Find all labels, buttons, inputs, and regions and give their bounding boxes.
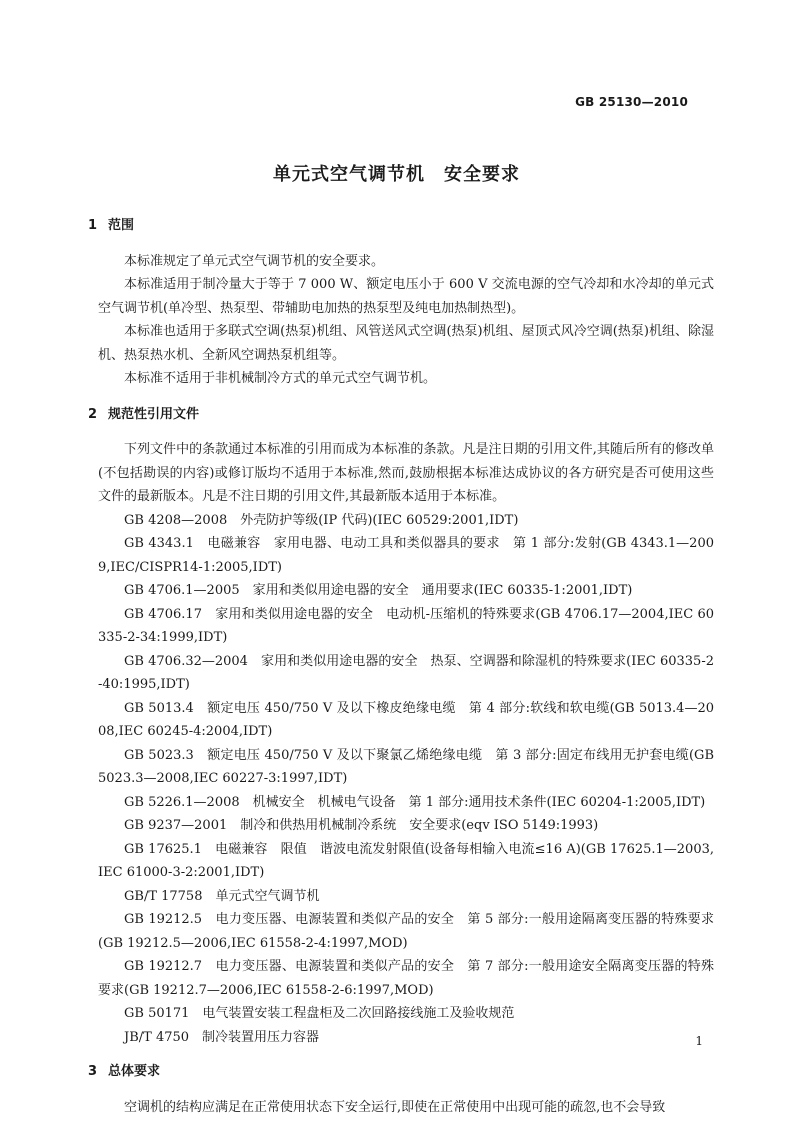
page-number: 1 — [695, 1034, 703, 1048]
section-heading-scope — [88, 214, 714, 238]
reference-item: GB 50171 电气装置安装工程盘柜及二次回路接线施工及验收规范 — [124, 1006, 515, 1021]
paragraph: 本标准规定了单元式空气调节机的安全要求。 — [124, 253, 385, 269]
reference-item: GB 17625.1 电磁兼容 限值 谐波电流发射限值(设备每相输入电流≤16 A)(GB 17625.1—2003,IEC 61000-3-2:2001,IDT) — [98, 841, 714, 880]
paragraph: 本标准适用于制冷量大于等于 7 000 W、额定电压小于 600 V 交流电源的空气冷却和水冷却的单元式空气调节机(单冷型、热泵型、带辅助电加热的热泵型及纯电加热制热型)。 — [98, 277, 714, 316]
reference-item: GB 4706.17 家用和类似用途电器的安全 电动机-压缩机的特殊要求(GB 4706.17—2004,IEC 60335-2-34:1999,IDT) — [98, 606, 714, 645]
paragraph: 下列文件中的条款通过本标准的引用而成为本标准的条款。凡是注日期的引用文件,其随后所有的修改单(不包括勘误的内容)或修订版均不适用于本标准,然而,鼓励根据本标准达成协议的各方研究是否可使用这些文件的最新版本。凡是不注日期的引用文件,其最新版本适用于本标准。 — [98, 442, 714, 504]
section-number: 3 — [88, 1064, 98, 1079]
section-heading-general-requirements — [88, 1060, 714, 1084]
reference-item: JB/T 4750 制冷装置用压力容器 — [124, 1029, 320, 1045]
section-number: 1 — [88, 218, 98, 233]
reference-item: GB 5226.1—2008 机械安全 机械电气设备 第 1 部分:通用技术条件(IEC 60204-1:2005,IDT) — [124, 794, 706, 810]
paragraph: 本标准也适用于多联式空调(热泵)机组、风管送风式空调(热泵)机组、屋顶式风冷空调(热泵)机组、除湿机、热泵热水机、全新风空调热泵机组等。 — [98, 324, 714, 363]
section-number: 2 — [88, 406, 98, 422]
section-title: 范围 — [108, 218, 135, 233]
reference-item: GB 19212.5 电力变压器、电源装置和类似产品的安全 第 5 部分:一般用途隔离变压器的特殊要求(GB 19212.5—2006,IEC 61558-2-4:1997,MOD) — [98, 912, 714, 951]
reference-item: GB/T 17758 单元式空气调节机 — [124, 888, 320, 904]
reference-item: GB 4706.1—2005 家用和类似用途电器的安全 通用要求(IEC 60335-1:2001,IDT) — [124, 583, 633, 598]
paragraph: 空调机的结构应满足在正常使用状态下安全运行,即使在正常使用中出现可能的疏忽,也不会导致 — [124, 1099, 666, 1115]
section-title: 规范性引用文件 — [108, 406, 200, 422]
reference-item: GB 19212.7 电力变压器、电源装置和类似产品的安全 第 7 部分:一般用途安全隔离变压器的特殊要求(GB 19212.7—2006,IEC 61558-2-6:1997,MOD) — [98, 959, 714, 998]
reference-item: GB 4208—2008 外壳防护等级(IP 代码)(IEC 60529:2001,IDT) — [124, 512, 519, 528]
reference-item: GB 4706.32—2004 家用和类似用途电器的安全 热泵、空调器和除湿机的特殊要求(IEC 60335-2-40:1995,IDT) — [98, 653, 714, 692]
reference-item: GB 5013.4 额定电压 450/750 V 及以下橡皮绝缘电缆 第 4 部分:软线和软电缆(GB 5013.4—2008,IEC 60245-4:2004,IDT) — [98, 700, 714, 739]
reference-item: GB 4343.1 电磁兼容 家用电器、电动工具和类似器具的要求 第 1 部分:发射(GB 4343.1—2009,IEC/CISPR14-1:2005,IDT) — [98, 536, 714, 575]
section-title: 总体要求 — [108, 1064, 161, 1079]
document-title: 单元式空气调节机 安全要求 — [273, 164, 520, 185]
paragraph: 本标准不适用于非机械制冷方式的单元式空气调节机。 — [124, 371, 437, 386]
document-body — [88, 214, 714, 1119]
standard-code: GB 25130—2010 — [575, 95, 688, 109]
reference-item: GB 9237—2001 制冷和供热用机械制冷系统 安全要求(eqv ISO 5149:1993) — [124, 818, 599, 833]
section-heading-normative-references — [88, 403, 714, 427]
reference-item: GB 5023.3 额定电压 450/750 V 及以下聚氯乙烯绝缘电缆 第 3 部分:固定布线用无护套电缆(GB 5023.3—2008,IEC 60227-3:1997,IDT) — [98, 747, 714, 786]
